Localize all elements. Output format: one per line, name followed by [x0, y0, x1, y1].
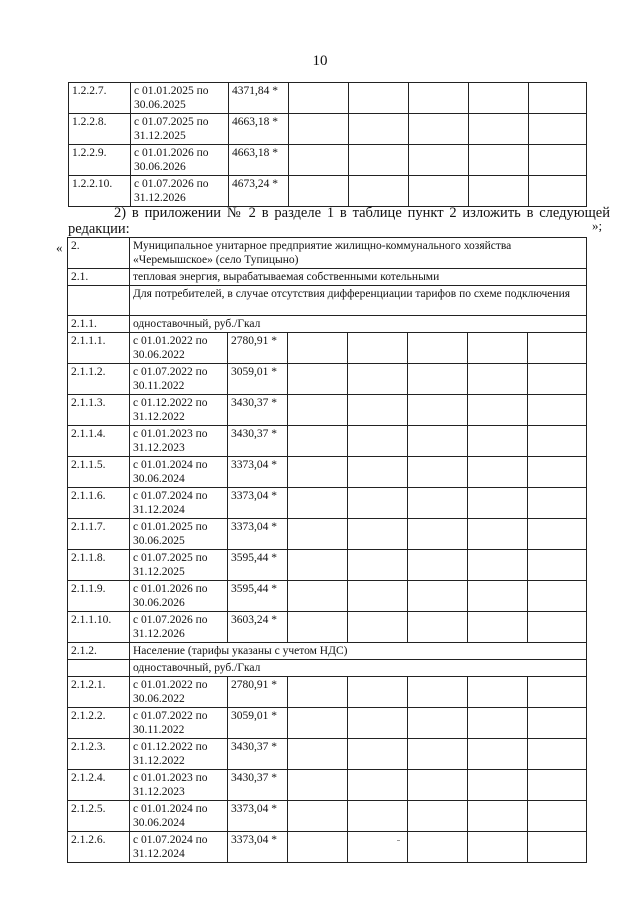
tariff-table-main-body [68, 238, 587, 333]
sub2-code: 2.1.2. [68, 643, 130, 660]
cell-code: 2.1.1.6. [68, 488, 130, 519]
sub2-row [68, 643, 587, 660]
cell-code: 2.1.1.7. [68, 519, 130, 550]
section-code: 2.1. [68, 269, 130, 286]
cell-empty [348, 677, 408, 708]
consumers-row [68, 286, 587, 316]
cell-period: с 01.07.2025 по 31.12.2025 [130, 550, 228, 581]
table-row [68, 677, 587, 708]
cell-empty [348, 488, 408, 519]
cell-empty [529, 145, 587, 176]
cell-empty [468, 801, 528, 832]
section-title: тепловая энергия, вырабатываемая собственными котельными [130, 269, 587, 286]
cell-empty [348, 739, 408, 770]
cell-empty [468, 677, 528, 708]
table-row [68, 364, 587, 395]
cell-empty [288, 488, 348, 519]
sub1-code: 2.1.1. [68, 316, 130, 333]
cell-empty [288, 708, 348, 739]
table-row [68, 739, 587, 770]
table-row [68, 550, 587, 581]
cell-empty [409, 145, 469, 176]
cell-period: с 01.01.2023 по 31.12.2023 [130, 426, 228, 457]
cell-empty [408, 457, 468, 488]
sub2-rate-row [68, 660, 587, 677]
cell-empty [348, 550, 408, 581]
cell-empty [348, 770, 408, 801]
cell-value: 3430,37 * [228, 770, 288, 801]
cell-empty [348, 519, 408, 550]
cell-empty [468, 550, 528, 581]
cell-code: 2.1.1.3. [68, 395, 130, 426]
cell-code: 2.1.2.1. [68, 677, 130, 708]
cell-empty [528, 333, 587, 364]
cell-empty [348, 832, 408, 863]
group1-body [68, 333, 587, 643]
cell-empty [529, 176, 587, 207]
cell-code: 2.1.1.4. [68, 426, 130, 457]
cell-empty [288, 395, 348, 426]
cell-empty [408, 364, 468, 395]
cell-code: 2.1.1.8. [68, 550, 130, 581]
cell-empty [348, 333, 408, 364]
cell-empty [348, 395, 408, 426]
cell-value: 3059,01 * [228, 708, 288, 739]
cell-empty [289, 114, 349, 145]
cell-period: с 01.07.2024 по 31.12.2024 [130, 488, 228, 519]
cell-empty [468, 770, 528, 801]
cell-period: с 01.01.2023 по 31.12.2023 [130, 770, 228, 801]
cell-value: 3059,01 * [228, 364, 288, 395]
cell-empty [348, 364, 408, 395]
cell-empty [528, 832, 587, 863]
table-row [68, 708, 587, 739]
cell-empty [528, 677, 587, 708]
cell-period: с 01.01.2026 по 30.06.2026 [131, 145, 229, 176]
cell-empty [288, 612, 348, 643]
cell-code: 2.1.2.4. [68, 770, 130, 801]
table-row [68, 581, 587, 612]
cell-value: 3373,04 * [228, 832, 288, 863]
cell-empty [288, 739, 348, 770]
cell-empty [288, 457, 348, 488]
cell-empty [529, 114, 587, 145]
cell-empty [528, 395, 587, 426]
cell-empty [288, 364, 348, 395]
consumers-title: Для потребителей, в случае отсутствия дифференциации тарифов по схеме подключения [130, 286, 587, 316]
cell-empty [528, 581, 587, 612]
cell-empty [289, 83, 349, 114]
cell-empty [528, 519, 587, 550]
cell-empty [408, 739, 468, 770]
cell-period: с 01.07.2024 по 31.12.2024 [130, 832, 228, 863]
sub1-title: одноставочный, руб./Гкал [130, 316, 587, 333]
cell-code: 1.2.2.10. [69, 176, 131, 207]
table-row [69, 145, 587, 176]
cell-empty [349, 114, 409, 145]
cell-empty [408, 488, 468, 519]
cell-empty [288, 801, 348, 832]
cell-value: 3373,04 * [228, 457, 288, 488]
cell-value: 4663,18 * [229, 114, 289, 145]
cell-period: с 01.01.2022 по 30.06.2022 [130, 333, 228, 364]
cell-empty [408, 770, 468, 801]
cell-code: 2.1.2.2. [68, 708, 130, 739]
cell-empty [408, 333, 468, 364]
cell-empty [528, 488, 587, 519]
cell-empty [468, 488, 528, 519]
table-row [68, 333, 587, 364]
cell-empty [289, 176, 349, 207]
cell-period: с 01.12.2022 по 31.12.2022 [130, 739, 228, 770]
cell-empty [409, 114, 469, 145]
cell-empty [468, 708, 528, 739]
cell-empty [408, 395, 468, 426]
cell-empty [408, 426, 468, 457]
cell-value: 3603,24 * [228, 612, 288, 643]
cell-value: 2780,91 * [228, 677, 288, 708]
table-row [68, 519, 587, 550]
cell-empty [408, 519, 468, 550]
cell-empty [288, 426, 348, 457]
cell-empty [409, 83, 469, 114]
cell-empty [468, 832, 528, 863]
cell-empty [468, 612, 528, 643]
cell-code: 2.1.1.5. [68, 457, 130, 488]
cell-empty [408, 801, 468, 832]
cell-empty [528, 801, 587, 832]
cell-period: с 01.01.2025 по 30.06.2025 [131, 83, 229, 114]
consumers-code-empty [68, 286, 130, 316]
cell-empty [288, 519, 348, 550]
cell-value: 3373,04 * [228, 488, 288, 519]
cell-code: 1.2.2.9. [69, 145, 131, 176]
cell-code: 2.1.2.5. [68, 801, 130, 832]
cell-period: с 01.07.2022 по 30.11.2022 [130, 708, 228, 739]
cell-empty [468, 519, 528, 550]
cell-value: 4663,18 * [229, 145, 289, 176]
org-row [68, 238, 587, 269]
cell-empty [408, 832, 468, 863]
cell-empty [409, 176, 469, 207]
cell-empty [408, 677, 468, 708]
tariff-table-top-body [69, 83, 587, 207]
cell-empty [349, 83, 409, 114]
cell-value: 4673,24 * [229, 176, 289, 207]
cell-empty [349, 145, 409, 176]
cell-period: с 01.07.2025 по 31.12.2025 [131, 114, 229, 145]
cell-value: 3373,04 * [228, 519, 288, 550]
table-row [68, 457, 587, 488]
section-row [68, 269, 587, 286]
tariff-table-top [68, 82, 587, 207]
cell-empty [468, 395, 528, 426]
table-row [69, 114, 587, 145]
cell-code: 2.1.2.6. [68, 832, 130, 863]
table-row [68, 612, 587, 643]
cell-code: 2.1.1.10. [68, 612, 130, 643]
cell-empty [288, 832, 348, 863]
org-code: 2. [68, 238, 130, 269]
cell-code: 2.1.2.3. [68, 739, 130, 770]
cell-code: 1.2.2.7. [69, 83, 131, 114]
cell-empty [408, 581, 468, 612]
cell-value: 3595,44 * [228, 550, 288, 581]
cell-value: 3373,04 * [228, 801, 288, 832]
cell-empty [469, 83, 529, 114]
cell-value: 3430,37 * [228, 395, 288, 426]
cell-empty [469, 176, 529, 207]
cell-empty [528, 550, 587, 581]
table-row [68, 426, 587, 457]
cell-empty [349, 176, 409, 207]
cell-empty [528, 708, 587, 739]
cell-empty [288, 333, 348, 364]
cell-empty [528, 739, 587, 770]
sub2-rate-code-empty [68, 660, 130, 677]
table-row [68, 488, 587, 519]
cell-period: с 01.01.2025 по 30.06.2025 [130, 519, 228, 550]
cell-period: с 01.07.2022 по 30.11.2022 [130, 364, 228, 395]
cell-empty [348, 612, 408, 643]
group2-body [68, 677, 587, 863]
cell-empty [348, 457, 408, 488]
cell-empty [528, 364, 587, 395]
cell-empty [468, 457, 528, 488]
cell-value: 3430,37 * [228, 426, 288, 457]
cell-empty [289, 145, 349, 176]
sub1-row [68, 316, 587, 333]
cell-empty [288, 550, 348, 581]
cell-period: с 01.01.2024 по 30.06.2024 [130, 457, 228, 488]
table-row [68, 395, 587, 426]
table-row [68, 770, 587, 801]
table-row [69, 176, 587, 207]
cell-empty [528, 457, 587, 488]
tariff-table-main [67, 237, 587, 863]
cell-empty [468, 739, 528, 770]
opening-quote: « [56, 240, 63, 255]
cell-code: 2.1.1.2. [68, 364, 130, 395]
cell-period: с 01.07.2026 по 31.12.2026 [130, 612, 228, 643]
page-number: 10 [312, 53, 328, 69]
cell-empty [468, 364, 528, 395]
cell-code: 2.1.1.1. [68, 333, 130, 364]
cell-empty [348, 801, 408, 832]
cell-empty [468, 581, 528, 612]
cell-code: 2.1.1.9. [68, 581, 130, 612]
cell-empty [288, 677, 348, 708]
cell-empty [408, 708, 468, 739]
cell-empty [468, 333, 528, 364]
cell-empty [469, 114, 529, 145]
cell-empty [468, 426, 528, 457]
cell-value: 2780,91 * [228, 333, 288, 364]
instruction-paragraph: 2) в приложении № 2 в разделе 1 в таблице пункт 2 изложить в следующей редакции: [68, 205, 610, 237]
cell-empty [528, 612, 587, 643]
cell-period: с 01.01.2024 по 30.06.2024 [130, 801, 228, 832]
cell-empty [288, 770, 348, 801]
cell-period: с 01.01.2026 по 30.06.2026 [130, 581, 228, 612]
org-name: Муниципальное унитарное предприятие жилищно-коммунального хозяйства «Черемышское» (село Тупицыно) [130, 238, 587, 269]
cell-empty [529, 83, 587, 114]
table-row [68, 832, 587, 863]
cell-value: 3430,37 * [228, 739, 288, 770]
cell-value: 3595,44 * [228, 581, 288, 612]
cell-period: с 01.12.2022 по 31.12.2022 [130, 395, 228, 426]
cell-empty [528, 426, 587, 457]
cell-empty [469, 145, 529, 176]
cell-code: 1.2.2.8. [69, 114, 131, 145]
cell-period: с 01.01.2022 по 30.06.2022 [130, 677, 228, 708]
cell-empty [348, 581, 408, 612]
table-row [69, 83, 587, 114]
table-row [68, 801, 587, 832]
cell-empty [408, 550, 468, 581]
cell-empty [288, 581, 348, 612]
cell-empty [528, 770, 587, 801]
cell-value: 4371,84 * [229, 83, 289, 114]
cell-empty [348, 708, 408, 739]
sub2-title: Население (тарифы указаны с учетом НДС) [130, 643, 587, 660]
cell-empty [348, 426, 408, 457]
sub2-rate: одноставочный, руб./Гкал [130, 660, 587, 677]
cell-period: с 01.07.2026 по 31.12.2026 [131, 176, 229, 207]
cell-empty [408, 612, 468, 643]
scan-speck [397, 840, 400, 841]
sub2-header-body [68, 643, 587, 677]
closing-quote: »; [592, 218, 603, 233]
